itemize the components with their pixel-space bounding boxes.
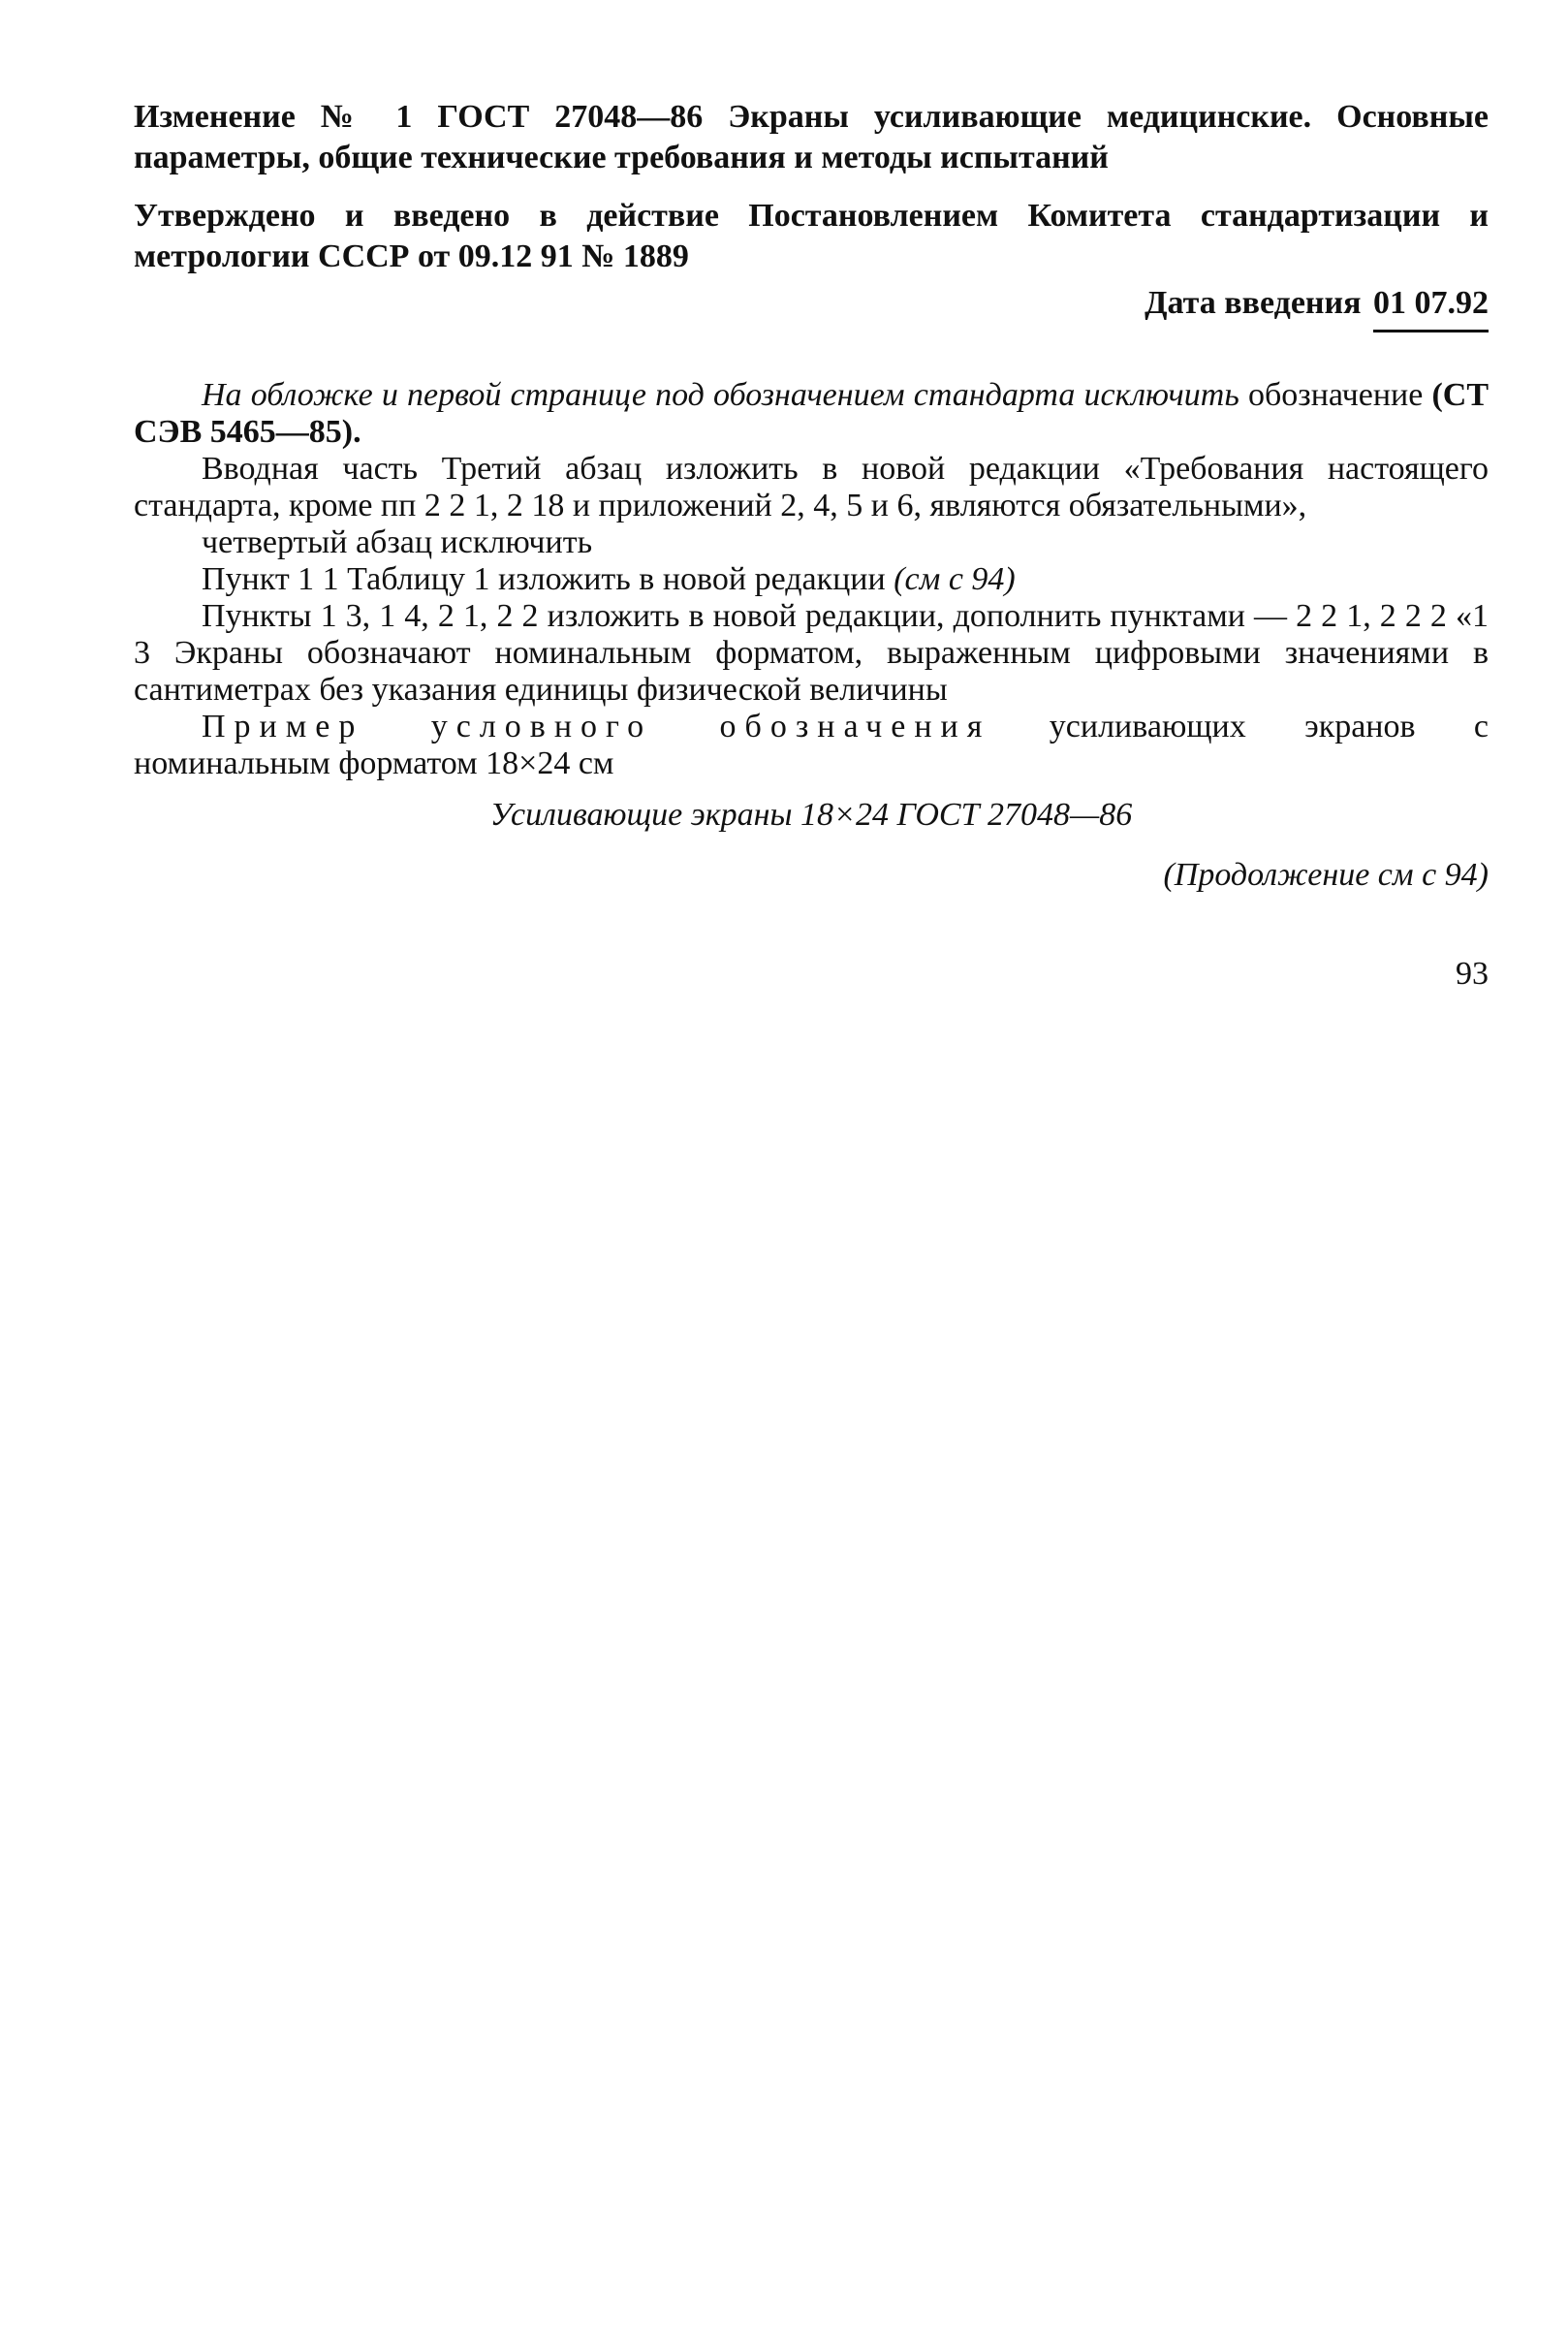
- example-line: [134, 709, 1489, 745]
- effective-date-value: 01 07.92: [1373, 283, 1489, 332]
- effective-date-label: Дата введения: [1145, 285, 1362, 321]
- example-rest: усиливающих экранов с: [1049, 709, 1490, 744]
- paragraph-fourth-removed: четвертый абзац исключить: [202, 524, 593, 560]
- approval-statement: Утверждено и введено в действие Постановлением Комитета стандартизации и метрологии СССР от 09.12 91 № 1889: [134, 198, 1489, 274]
- paragraph-cover-bold: (СТ СЭВ 5465—85).: [134, 377, 1490, 450]
- effective-date-line: [134, 283, 1489, 332]
- continuation-note: (Продолжение см с 94): [1163, 857, 1489, 893]
- paragraph-cover-italic: На обложке и первой странице под обозначением стандарта исключить: [202, 377, 1239, 413]
- example-label: Пример условного обозначения: [202, 709, 991, 744]
- paragraph-cover-page: [134, 377, 1489, 451]
- page-number: 93: [1456, 956, 1489, 992]
- amendment-title: Изменение № 1 ГОСТ 27048—86 Экраны усиливающие медицинские. Основные параметры, общие технические требования и методы испытаний: [134, 99, 1489, 175]
- paragraph-table-1: [134, 561, 1489, 598]
- paragraph-cover-rest: обозначение: [1247, 377, 1424, 413]
- paragraph-table-1-ref: (см с 94): [894, 561, 1016, 597]
- example-line-2: номинальным форматом 18×24 см: [134, 745, 614, 781]
- example-designation: Усиливающие экраны 18×24 ГОСТ 27048—86: [489, 797, 1133, 833]
- paragraph-introduction: Вводная часть Третий абзац изложить в новой редакции «Требования настоящего стандарта, кроме пп 2 2 1, 2 18 и приложений 2, 4, 5 и 6, являются обязательными»,: [134, 451, 1489, 523]
- paragraph-table-1-text: Пункт 1 1 Таблицу 1 изложить в новой редакции: [202, 561, 886, 597]
- document-page: [134, 97, 1489, 994]
- paragraph-points: Пункты 1 3, 1 4, 2 1, 2 2 изложить в новой редакции, дополнить пунктами — 2 2 1, 2 2 2 «1 3 Экраны обозначают номинальным форматом, выраженным цифровыми значениями в сантиметрах без указания единицы физической величины: [134, 598, 1489, 708]
